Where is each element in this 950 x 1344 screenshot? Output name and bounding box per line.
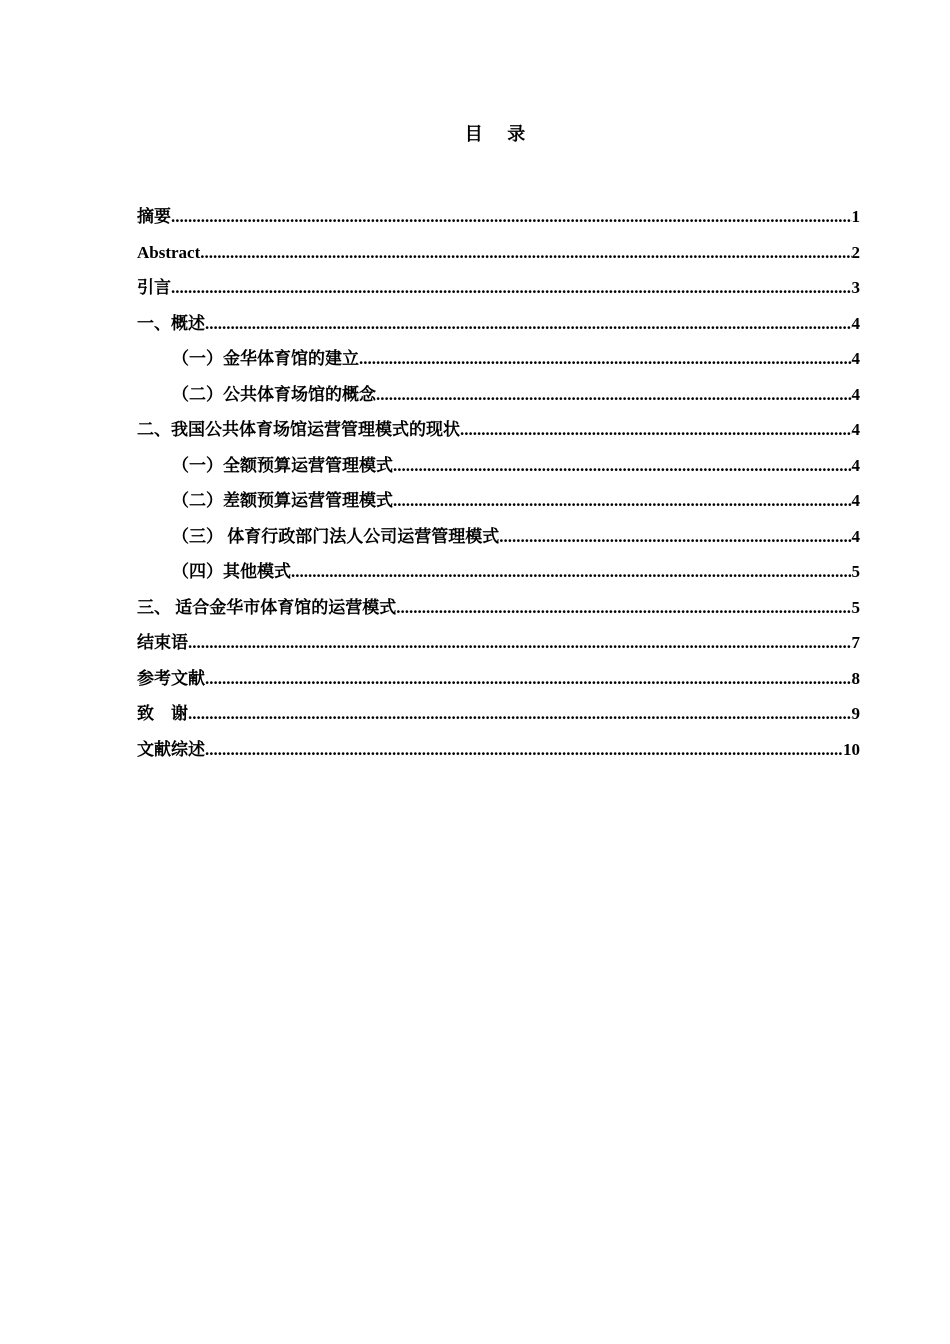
- toc-dot-leader: [171, 270, 852, 306]
- toc-entry-label: Abstract: [137, 242, 201, 262]
- toc-entry-page: 4: [851, 349, 860, 368]
- toc-entry-label: （一）全额预算运营管理模式: [172, 455, 393, 475]
- toc-entry-section-2-4[interactable]: [137, 554, 860, 590]
- toc-dot-leader: [205, 306, 852, 342]
- toc-entry-page: 5: [851, 562, 860, 581]
- toc-dot-leader: [393, 483, 852, 519]
- toc-dot-leader: [393, 448, 852, 484]
- toc-dot-leader: [499, 519, 851, 555]
- toc-entry-conclusion[interactable]: [137, 625, 860, 661]
- toc-entry-label: （三） 体育行政部门法人公司运营管理模式: [172, 526, 500, 546]
- toc-entry-label: （二）公共体育场馆的概念: [172, 384, 376, 404]
- toc-entry-chapter-2[interactable]: [137, 412, 860, 448]
- toc-entry-page: 4: [851, 420, 860, 439]
- toc-entry-section-2-2[interactable]: [137, 483, 860, 519]
- toc-dot-leader: [396, 590, 851, 626]
- toc-entry-references[interactable]: [137, 661, 860, 697]
- toc-entry-abstract-cn[interactable]: [137, 199, 860, 235]
- toc-entry-label: 结束语: [137, 633, 188, 652]
- toc-entry-chapter-3[interactable]: [137, 590, 860, 626]
- toc-entry-page: 4: [851, 491, 860, 510]
- toc-entry-label: 文献综述: [137, 739, 205, 759]
- toc-entry-page: 4: [851, 526, 860, 546]
- toc-entry-section-1-2[interactable]: [137, 377, 860, 413]
- toc-dot-leader: [359, 341, 852, 377]
- toc-dot-leader: [188, 625, 852, 661]
- toc-entry-label: 摘要: [137, 207, 171, 226]
- toc-entry-page: 10: [843, 739, 860, 759]
- toc-entry-section-2-1[interactable]: [137, 448, 860, 484]
- toc-entry-page: 4: [851, 455, 860, 475]
- toc-entry-abstract-en[interactable]: [137, 235, 860, 271]
- toc-entry-page: 4: [851, 384, 860, 404]
- toc-entry-label: 二、我国公共体育场馆运营管理模式的现状: [137, 420, 460, 439]
- toc-entry-label: （四）其他模式: [172, 562, 291, 581]
- toc-entry-label: 参考文献: [137, 668, 205, 688]
- toc-entry-page: 8: [851, 668, 860, 688]
- toc-entry-label: 三、 适合金华市体育馆的运营模式: [137, 597, 397, 617]
- toc-dot-leader: [171, 199, 852, 235]
- toc-dot-leader: [205, 661, 852, 697]
- toc-entry-page: 7: [851, 633, 860, 652]
- toc-title: 目 录: [464, 124, 536, 144]
- toc-entry-acknowledgements[interactable]: [137, 696, 860, 732]
- toc-entry-section-1-1[interactable]: [137, 341, 860, 377]
- toc-entry-introduction[interactable]: [137, 270, 860, 306]
- toc-dot-leader: [291, 554, 852, 590]
- toc-entry-page: 3: [851, 278, 860, 297]
- toc-entry-page: 1: [851, 207, 860, 226]
- toc-entry-section-2-3[interactable]: [137, 519, 860, 555]
- toc-entry-chapter-1[interactable]: [137, 306, 860, 342]
- toc-entry-label: 致 谢: [137, 704, 188, 723]
- toc-dot-leader: [460, 412, 852, 448]
- toc-entry-page: 4: [851, 313, 860, 333]
- toc-dot-leader: [376, 377, 852, 413]
- toc-entry-page: 9: [851, 704, 860, 723]
- toc-dot-leader: [188, 696, 852, 732]
- toc-entry-label: 引言: [137, 278, 171, 297]
- toc-dot-leader: [200, 235, 851, 271]
- toc-entry-label: （一）金华体育馆的建立: [172, 349, 359, 368]
- toc-dot-leader: [205, 732, 843, 768]
- table-of-contents: [137, 199, 860, 767]
- toc-entry-label: （二）差额预算运营管理模式: [172, 491, 393, 510]
- toc-entry-page: 2: [851, 242, 860, 262]
- toc-entry-page: 5: [851, 597, 860, 617]
- toc-entry-literature-review[interactable]: [137, 732, 860, 768]
- toc-entry-label: 一、概述: [137, 313, 205, 333]
